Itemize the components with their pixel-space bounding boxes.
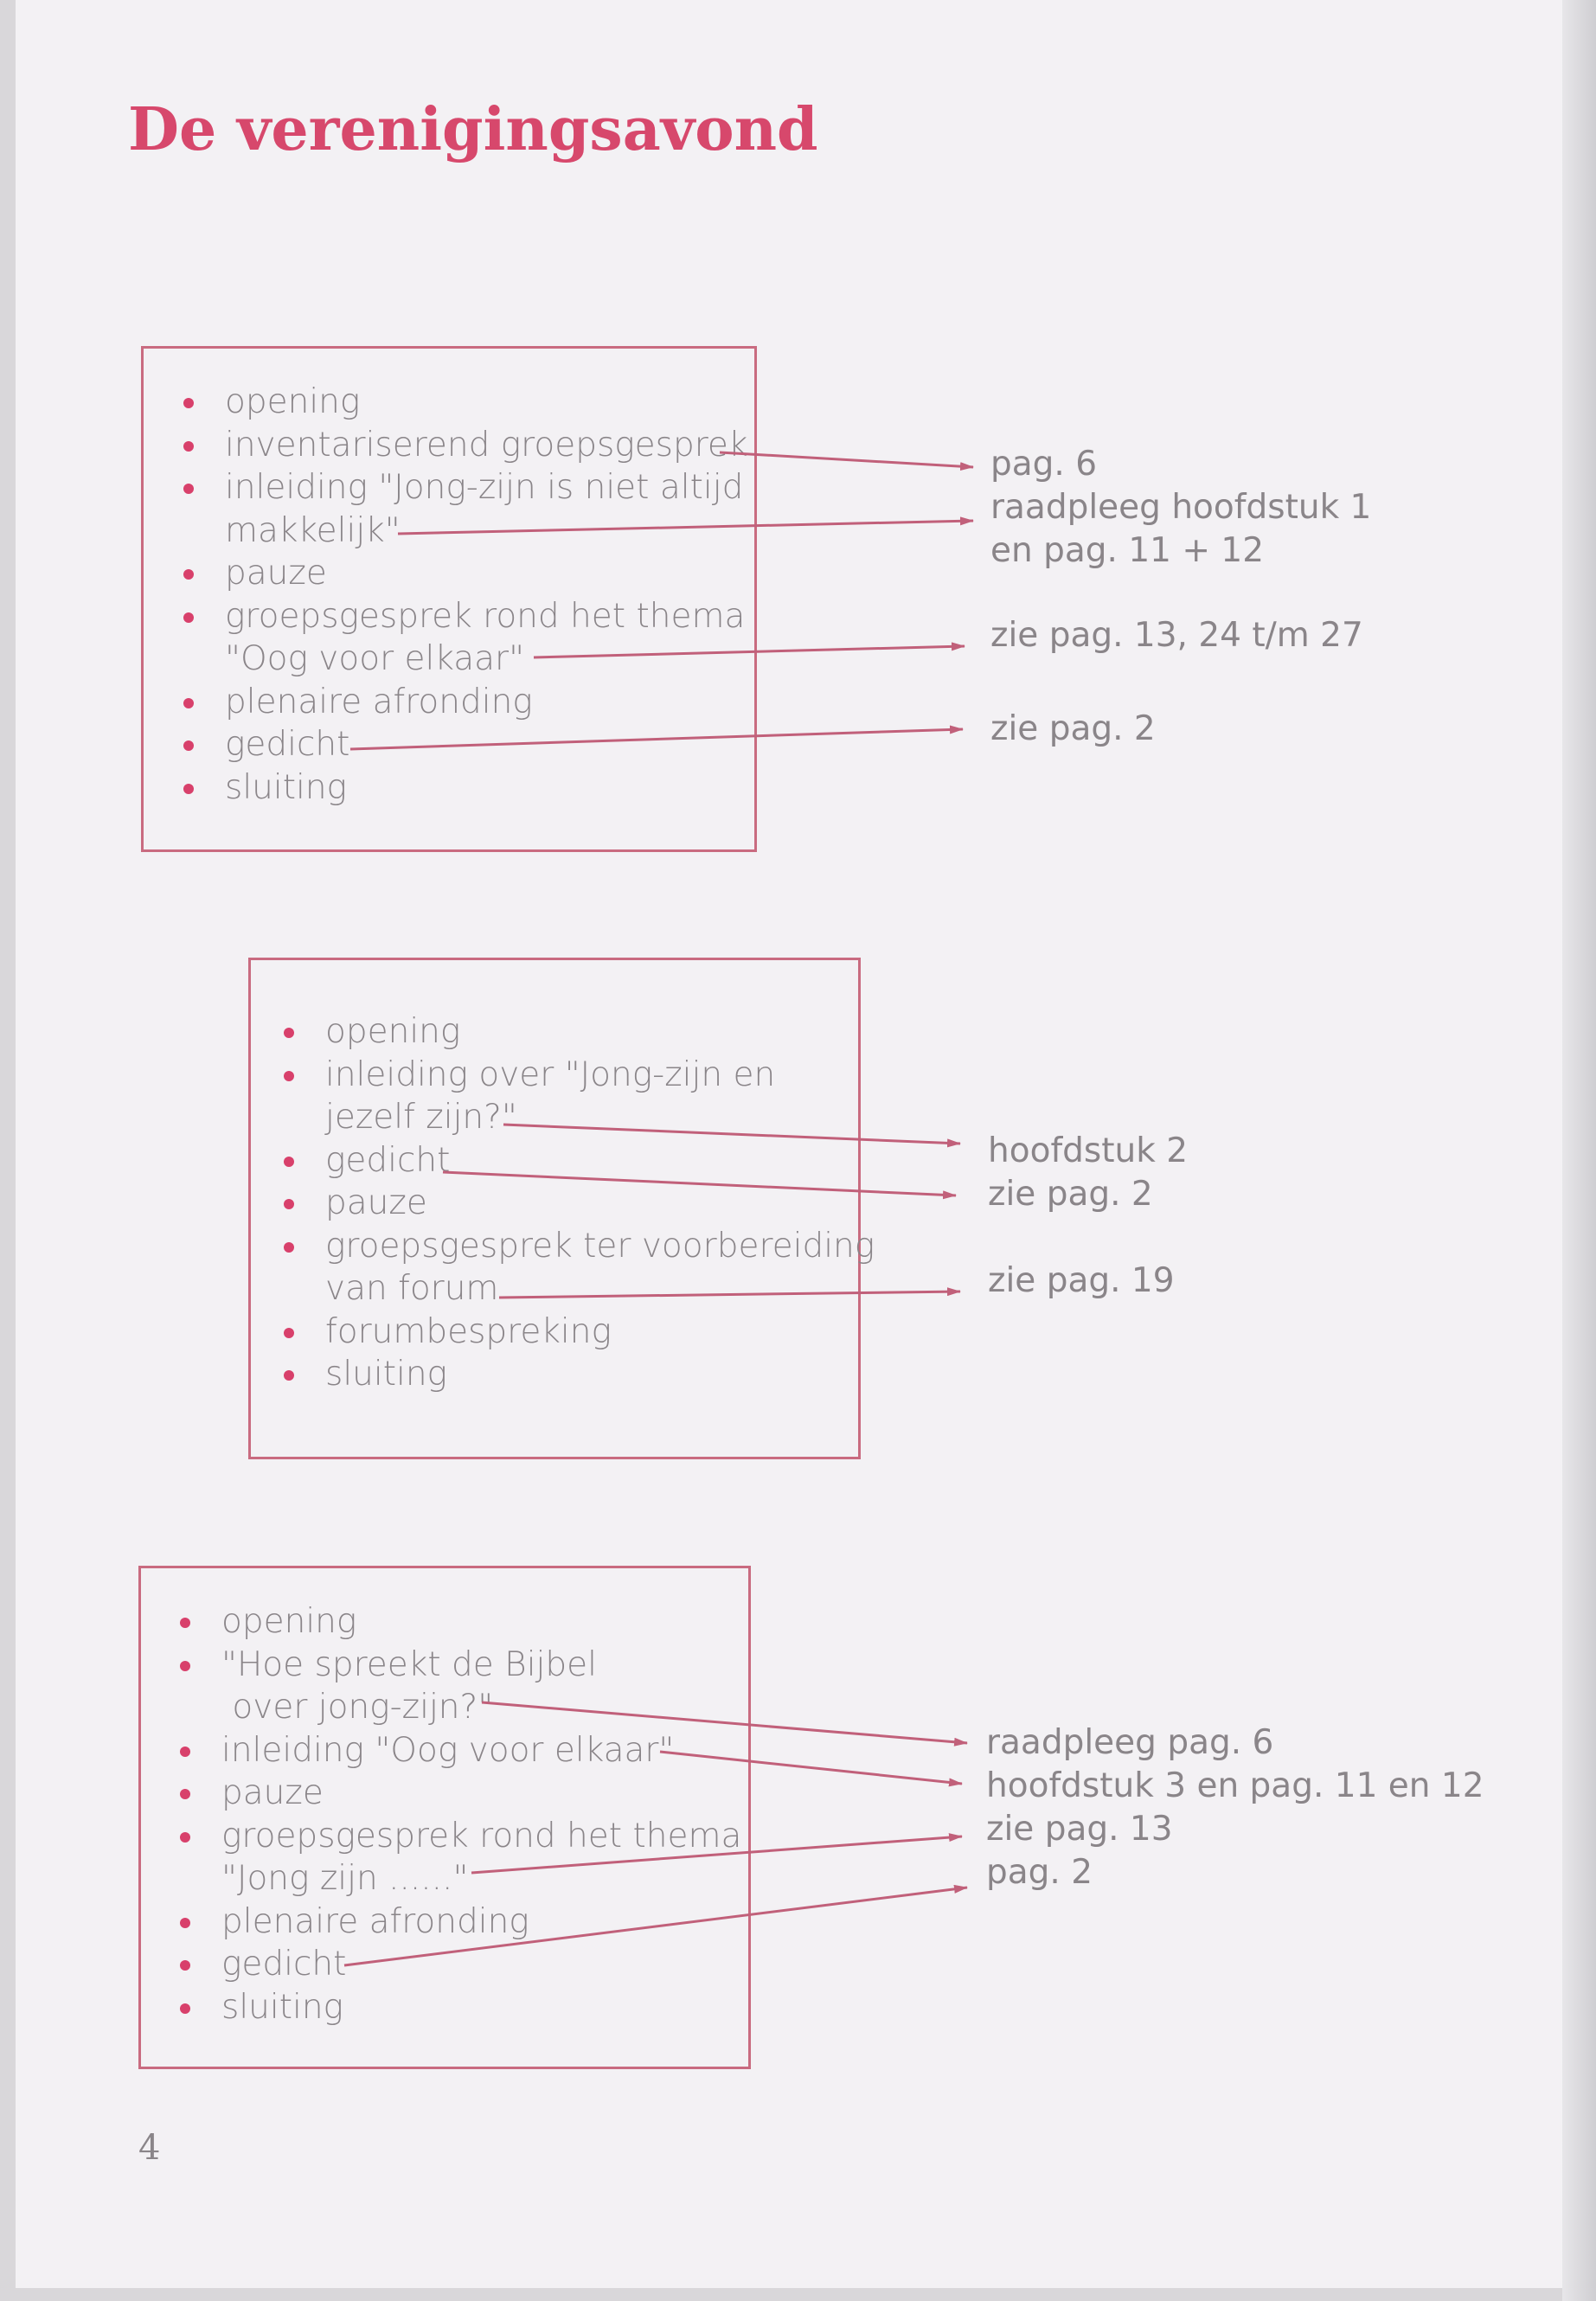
arrow-line (398, 521, 973, 534)
list-item: opening (180, 1600, 741, 1644)
list-item: plenaire afronding (183, 681, 748, 724)
list-item: opening (284, 1010, 875, 1054)
arrow-line (660, 1752, 962, 1784)
list-item: sluiting (180, 1986, 741, 2029)
list-item: "Hoe spreekt de Bijbel over jong-zijn?" (180, 1644, 741, 1729)
arrow-line (534, 646, 965, 657)
list-item: forumbespreking (284, 1311, 875, 1354)
page-title: De verenigingsavond (128, 95, 818, 164)
list-item: pauze (180, 1772, 741, 1815)
list-item: plenaire afronding (180, 1900, 741, 1944)
reference-text: zie pag. 13, 24 t/m 27 (990, 616, 1363, 655)
reference-text: raadpleeg hoofdstuk 1 (990, 488, 1372, 527)
arrow-line (499, 1292, 960, 1298)
list-item: inleiding "Jong-zijn is niet altijd makkelijk" (183, 466, 748, 552)
arrow-line (720, 452, 973, 467)
list-item: sluiting (183, 766, 748, 810)
list-item: opening (183, 381, 748, 424)
reference-text: hoofdstuk 2 (988, 1131, 1189, 1170)
list-item: gedicht (180, 1943, 741, 1986)
arrow-line (443, 1172, 956, 1195)
list-item: inleiding "Oog voor elkaar" (180, 1729, 741, 1772)
arrow-line (471, 1836, 962, 1873)
arrow-line (344, 1888, 967, 1965)
list-item: groepsgesprek rond het thema "Oog voor elkaar" (183, 595, 748, 681)
list-item: inleiding over "Jong-zijn en jezelf zijn?" (284, 1054, 875, 1139)
arrow-line (350, 729, 963, 749)
reference-text: pag. 2 (986, 1853, 1093, 1892)
list-item: gedicht (284, 1139, 875, 1183)
list-item: gedicht (183, 723, 748, 766)
reference-text: zie pag. 2 (990, 709, 1156, 748)
reference-text: pag. 6 (990, 445, 1098, 484)
list-item: groepsgesprek ter voorbereiding van forum (284, 1225, 875, 1311)
list-item: inventariserend groepsgesprek (183, 424, 748, 467)
list-item: groepsgesprek rond het thema "Jong zijn ......" (180, 1815, 741, 1900)
reference-text: zie pag. 13 (986, 1810, 1173, 1849)
list-item: pauze (284, 1182, 875, 1225)
reference-text: en pag. 11 + 12 (990, 531, 1265, 570)
arrow-line (482, 1702, 967, 1743)
reference-text: raadpleeg pag. 6 (986, 1723, 1274, 1762)
reference-text: hoofdstuk 3 en pag. 11 en 12 (986, 1766, 1484, 1805)
list-item: pauze (183, 552, 748, 595)
list-item: sluiting (284, 1353, 875, 1396)
reference-text: zie pag. 19 (988, 1261, 1175, 1300)
reference-text: zie pag. 2 (988, 1175, 1153, 1214)
page-number: 4 (138, 2128, 161, 2168)
arrow-line (503, 1125, 960, 1144)
